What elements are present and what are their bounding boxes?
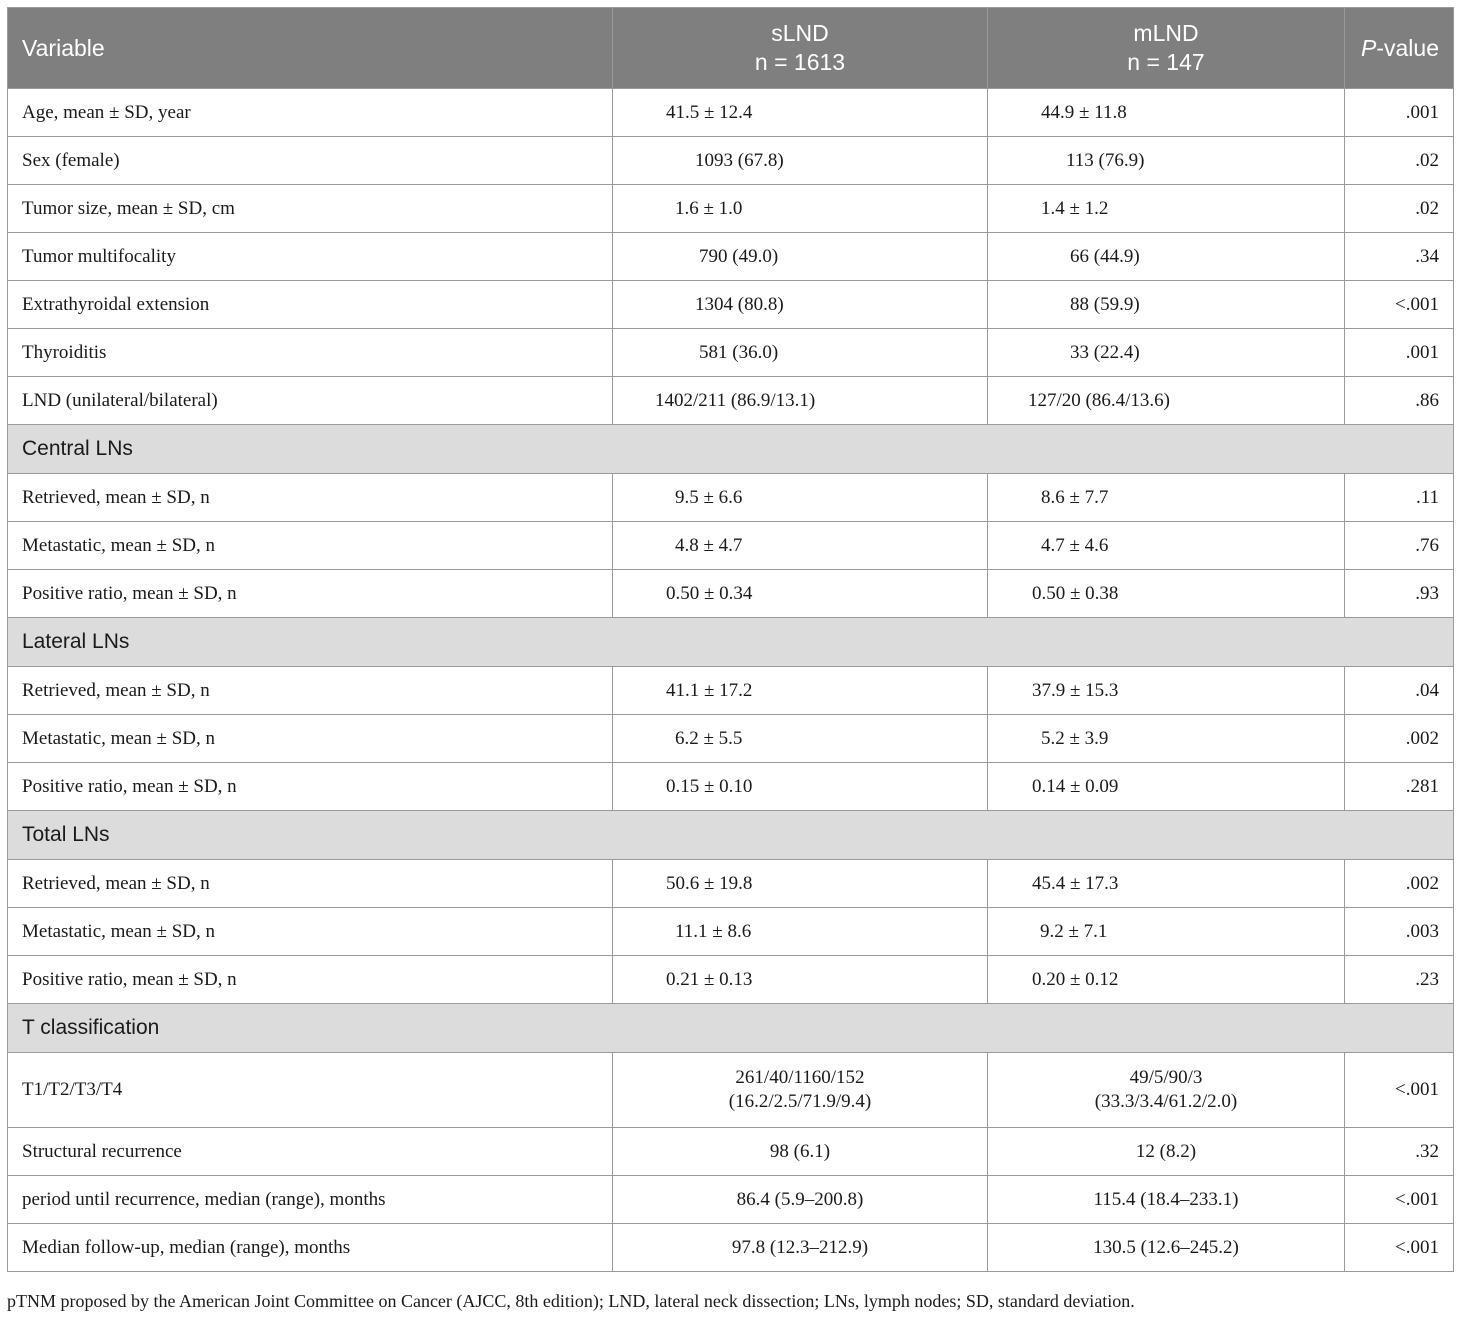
table-row bbox=[8, 908, 1454, 956]
cell-slnd: 6.2 ± 5.5 bbox=[613, 715, 988, 763]
section-header-t-classification bbox=[8, 1004, 1454, 1053]
cell-mlnd: 4.7 ± 4.6 bbox=[988, 522, 1345, 570]
cell-pvalue: .23 bbox=[1345, 956, 1454, 1004]
section-title: Central LNs bbox=[8, 425, 1454, 474]
table-row bbox=[8, 667, 1454, 715]
header-slnd-name: sLND bbox=[771, 20, 829, 46]
section-header-lateral-lns bbox=[8, 618, 1454, 667]
cell-slnd: 581 (36.0) bbox=[613, 329, 988, 377]
cell-mlnd: 9.2 ± 7.1 bbox=[988, 908, 1345, 956]
cell-variable: Median follow-up, median (range), months bbox=[8, 1224, 613, 1272]
cell-mlnd: 1.4 ± 1.2 bbox=[988, 185, 1345, 233]
cell-slnd: 1304 (80.8) bbox=[613, 281, 988, 329]
section-title: Lateral LNs bbox=[8, 618, 1454, 667]
table-row bbox=[8, 860, 1454, 908]
cell-slnd: 98 (6.1) bbox=[613, 1128, 988, 1176]
cell-slnd: 50.6 ± 19.8 bbox=[613, 860, 988, 908]
cell-pvalue: .001 bbox=[1345, 329, 1454, 377]
cell-pvalue: <.001 bbox=[1345, 1224, 1454, 1272]
cell-pvalue: .02 bbox=[1345, 137, 1454, 185]
cell-mlnd: 44.9 ± 11.8 bbox=[988, 89, 1345, 137]
table-row bbox=[8, 1053, 1454, 1128]
table-row bbox=[8, 522, 1454, 570]
cell-variable: Retrieved, mean ± SD, n bbox=[8, 474, 613, 522]
cell-slnd: 0.50 ± 0.34 bbox=[613, 570, 988, 618]
table-footnote: pTNM proposed by the American Joint Committee on Cancer (AJCC, 8th edition); LND, lateral neck dissection; LNs, lymph nodes; SD, standard deviation. bbox=[7, 1291, 1135, 1311]
cell-slnd-line2: (16.2/2.5/71.9/9.4) bbox=[728, 1091, 872, 1112]
cell-variable: Metastatic, mean ± SD, n bbox=[8, 715, 613, 763]
cell-mlnd: 33 (22.4) bbox=[988, 329, 1345, 377]
cell-slnd: 4.8 ± 4.7 bbox=[613, 522, 988, 570]
table-row bbox=[8, 956, 1454, 1004]
cell-slnd: 86.4 (5.9–200.8) bbox=[613, 1176, 988, 1224]
section-title: Total LNs bbox=[8, 811, 1454, 860]
cell-slnd: 9.5 ± 6.6 bbox=[613, 474, 988, 522]
cell-pvalue: <.001 bbox=[1345, 281, 1454, 329]
cell-pvalue: .001 bbox=[1345, 89, 1454, 137]
cell-mlnd: 5.2 ± 3.9 bbox=[988, 715, 1345, 763]
cell-slnd: 0.21 ± 0.13 bbox=[613, 956, 988, 1004]
cell-slnd: 790 (49.0) bbox=[613, 233, 988, 281]
cell-variable: Age, mean ± SD, year bbox=[8, 89, 613, 137]
cell-variable: period until recurrence, median (range), months bbox=[8, 1176, 613, 1224]
cell-mlnd-line1: 49/5/90/3 bbox=[1129, 1067, 1203, 1088]
cell-variable: Metastatic, mean ± SD, n bbox=[8, 522, 613, 570]
cell-slnd-line1: 261/40/1160/152 bbox=[735, 1067, 865, 1088]
cell-variable: Metastatic, mean ± SD, n bbox=[8, 908, 613, 956]
cell-mlnd: 0.20 ± 0.12 bbox=[988, 956, 1345, 1004]
table-row bbox=[8, 474, 1454, 522]
cell-slnd: 1093 (67.8) bbox=[613, 137, 988, 185]
table-row bbox=[8, 377, 1454, 425]
cell-slnd: 1.6 ± 1.0 bbox=[613, 185, 988, 233]
table-row bbox=[8, 763, 1454, 811]
cell-slnd: 11.1 ± 8.6 bbox=[613, 908, 988, 956]
cell-variable: Extrathyroidal extension bbox=[8, 281, 613, 329]
table-row bbox=[8, 570, 1454, 618]
section-title: T classification bbox=[8, 1004, 1454, 1053]
cell-slnd: 41.1 ± 17.2 bbox=[613, 667, 988, 715]
header-slnd-n: n = 1613 bbox=[754, 49, 846, 75]
cell-pvalue: .02 bbox=[1345, 185, 1454, 233]
cell-variable: Retrieved, mean ± SD, n bbox=[8, 860, 613, 908]
cell-pvalue: .34 bbox=[1345, 233, 1454, 281]
cell-pvalue: .002 bbox=[1345, 715, 1454, 763]
cell-mlnd bbox=[988, 1053, 1345, 1128]
patient-characteristics-table bbox=[7, 7, 1454, 1272]
cell-pvalue: .93 bbox=[1345, 570, 1454, 618]
cell-mlnd: 37.9 ± 15.3 bbox=[988, 667, 1345, 715]
table-row bbox=[8, 89, 1454, 137]
section-header-central-lns bbox=[8, 425, 1454, 474]
cell-mlnd: 130.5 (12.6–245.2) bbox=[988, 1224, 1345, 1272]
header-slnd bbox=[613, 8, 988, 89]
table-row bbox=[8, 281, 1454, 329]
cell-variable: Sex (female) bbox=[8, 137, 613, 185]
header-mlnd-n: n = 147 bbox=[1127, 49, 1205, 75]
cell-mlnd: 8.6 ± 7.7 bbox=[988, 474, 1345, 522]
cell-variable: Thyroiditis bbox=[8, 329, 613, 377]
cell-variable: LND (unilateral/bilateral) bbox=[8, 377, 613, 425]
cell-mlnd: 0.50 ± 0.38 bbox=[988, 570, 1345, 618]
cell-mlnd: 0.14 ± 0.09 bbox=[988, 763, 1345, 811]
header-variable: Variable bbox=[8, 8, 613, 89]
cell-variable: Positive ratio, mean ± SD, n bbox=[8, 763, 613, 811]
header-pvalue bbox=[1345, 8, 1454, 89]
cell-mlnd: 88 (59.9) bbox=[988, 281, 1345, 329]
header-mlnd-name: mLND bbox=[1133, 20, 1199, 46]
cell-mlnd: 66 (44.9) bbox=[988, 233, 1345, 281]
cell-pvalue: .32 bbox=[1345, 1128, 1454, 1176]
table-row bbox=[8, 1128, 1454, 1176]
cell-pvalue: .11 bbox=[1345, 474, 1454, 522]
cell-mlnd: 113 (76.9) bbox=[988, 137, 1345, 185]
cell-variable: T1/T2/T3/T4 bbox=[8, 1053, 613, 1128]
cell-pvalue: .76 bbox=[1345, 522, 1454, 570]
cell-slnd bbox=[613, 1053, 988, 1128]
cell-slnd: 97.8 (12.3–212.9) bbox=[613, 1224, 988, 1272]
cell-mlnd-line2: (33.3/3.4/61.2/2.0) bbox=[1094, 1091, 1238, 1112]
table-row bbox=[8, 715, 1454, 763]
header-pvalue-rest: -value bbox=[1376, 34, 1439, 61]
table-header-row bbox=[8, 8, 1454, 89]
cell-variable: Tumor size, mean ± SD, cm bbox=[8, 185, 613, 233]
cell-slnd: 0.15 ± 0.10 bbox=[613, 763, 988, 811]
cell-pvalue: <.001 bbox=[1345, 1053, 1454, 1128]
cell-pvalue: .003 bbox=[1345, 908, 1454, 956]
cell-variable: Positive ratio, mean ± SD, n bbox=[8, 956, 613, 1004]
cell-variable: Retrieved, mean ± SD, n bbox=[8, 667, 613, 715]
table-row bbox=[8, 1224, 1454, 1272]
cell-pvalue: .86 bbox=[1345, 377, 1454, 425]
cell-slnd: 1402/211 (86.9/13.1) bbox=[613, 377, 988, 425]
cell-mlnd: 115.4 (18.4–233.1) bbox=[988, 1176, 1345, 1224]
header-pvalue-italic: P bbox=[1361, 34, 1377, 61]
cell-pvalue: <.001 bbox=[1345, 1176, 1454, 1224]
cell-pvalue: .002 bbox=[1345, 860, 1454, 908]
table-row bbox=[8, 1176, 1454, 1224]
cell-mlnd: 45.4 ± 17.3 bbox=[988, 860, 1345, 908]
cell-variable: Positive ratio, mean ± SD, n bbox=[8, 570, 613, 618]
table-row bbox=[8, 233, 1454, 281]
header-mlnd bbox=[988, 8, 1345, 89]
cell-variable: Tumor multifocality bbox=[8, 233, 613, 281]
cell-variable: Structural recurrence bbox=[8, 1128, 613, 1176]
section-header-total-lns bbox=[8, 811, 1454, 860]
cell-mlnd: 12 (8.2) bbox=[988, 1128, 1345, 1176]
table-row bbox=[8, 329, 1454, 377]
cell-mlnd: 127/20 (86.4/13.6) bbox=[988, 377, 1345, 425]
table-row bbox=[8, 137, 1454, 185]
table-row bbox=[8, 185, 1454, 233]
cell-pvalue: .04 bbox=[1345, 667, 1454, 715]
cell-pvalue: .281 bbox=[1345, 763, 1454, 811]
cell-slnd: 41.5 ± 12.4 bbox=[613, 89, 988, 137]
